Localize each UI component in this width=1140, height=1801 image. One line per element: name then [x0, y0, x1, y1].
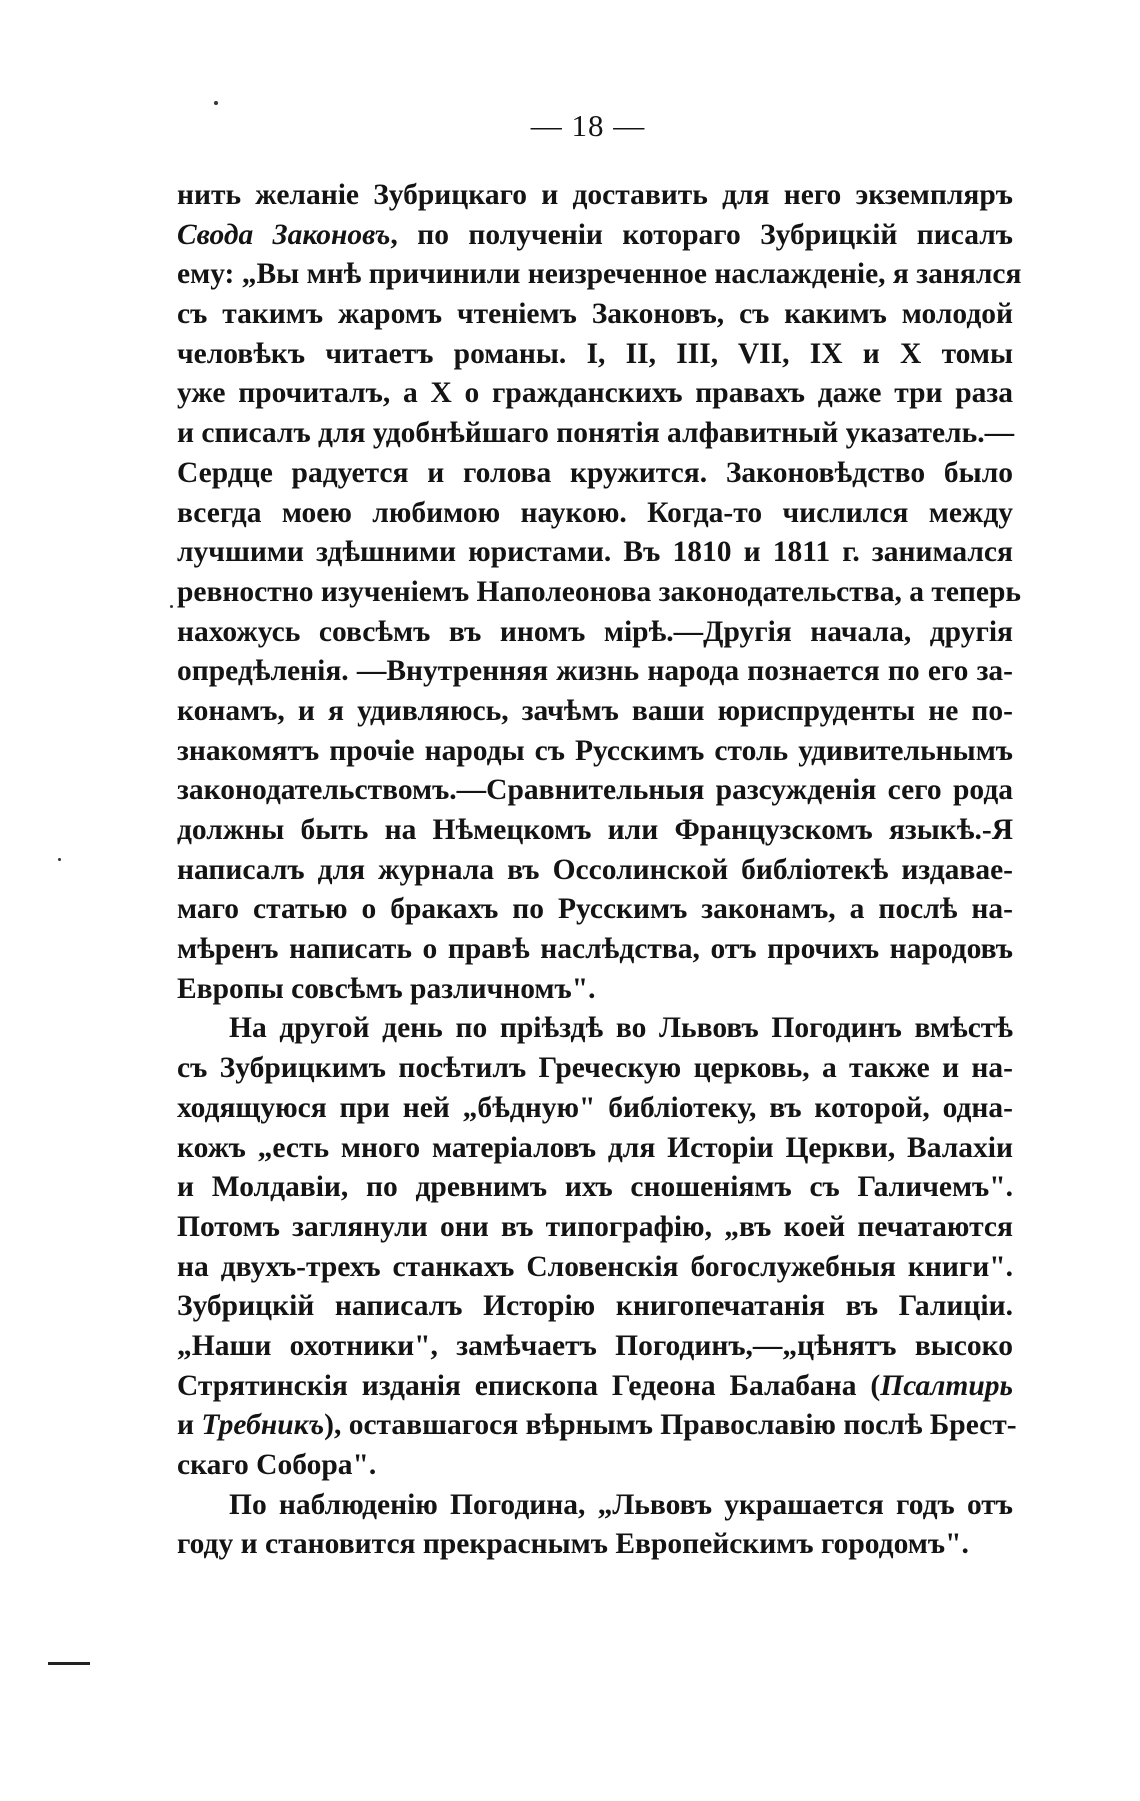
- text-line: маго статью о бракахъ по Русскимъ законамъ, а послѣ на-: [177, 893, 1013, 926]
- text-line: законодательствомъ.—Сравнительныя разсужденія сего рода: [177, 774, 1013, 807]
- text-line: должны быть на Нѣмецкомъ или Французскомъ языкѣ.-Я: [177, 814, 1013, 846]
- text-line: ревностно изученіемъ Наполеонова законодательства, а теперь: [177, 575, 1022, 608]
- ink-speck: [58, 858, 61, 861]
- paragraph-3: [177, 1486, 1013, 1565]
- text-line: скаго Собора".: [177, 1449, 377, 1481]
- text-line: съ такимъ жаромъ чтеніемъ Законовъ, съ какимъ молодой: [177, 298, 1013, 331]
- ink-speck: [214, 101, 218, 105]
- text-line: году и становится прекраснымъ Европейскимъ городомъ".: [177, 1528, 969, 1561]
- italic-title: Свода Законовъ: [177, 218, 391, 251]
- text-line: Сердце радуется и голова кружится. Законовѣдство было: [177, 456, 1013, 489]
- text-line: на двухъ-трехъ станкахъ Словенскія богослужебныя книги".: [177, 1250, 1013, 1283]
- line-text: ), оставшагося вѣрнымъ Православію послѣ Брест-: [324, 1409, 1017, 1442]
- text-line: и Молдавіи, по древнимъ ихъ сношеніямъ съ Галичемъ".: [177, 1171, 1013, 1204]
- text-line: „Наши охотники", замѣчаетъ Погодинъ,—„цѣнятъ высоко: [177, 1329, 1013, 1362]
- text-line: На другой день по пріѣздѣ во Львовъ Погодинъ вмѣстѣ: [229, 1012, 1013, 1045]
- text-line: ходящуюся при ней „бѣдную" библіотеку, въ которой, одна-: [177, 1091, 1013, 1124]
- text-line: мѣренъ написать о правѣ наслѣдства, отъ прочихъ народовъ: [177, 933, 1013, 966]
- text-line: [177, 1406, 1017, 1446]
- text-line: и списалъ для удобнѣйшаго понятія алфавитный указатель.—: [177, 417, 1015, 450]
- text-line: нахожусь совсѣмъ въ иномъ мірѣ.—Другія начала, другія: [177, 615, 1013, 648]
- text-line: опредѣленія. —Внутренняя жизнь народа познается по его за-: [177, 655, 1013, 688]
- italic-title: Псалтирь: [880, 1369, 1013, 1402]
- text-line: Европы совсѣмъ различномъ".: [177, 972, 596, 1005]
- text-line: кожъ „есть много матеріаловъ для Исторіи Церкви, Валахіи: [177, 1131, 1013, 1164]
- page-number: — 18 —: [530, 108, 646, 143]
- text-line: человѣкъ читаетъ романы. I, II, III, VII, IX и X томы: [177, 337, 1013, 370]
- text-line: уже прочиталъ, а X о гражданскихъ правахъ даже три раза: [177, 377, 1013, 410]
- text-line: [177, 216, 1013, 256]
- margin-rule-mark: [48, 1662, 90, 1665]
- paragraph-2: [177, 1009, 1017, 1485]
- italic-title: Требникъ: [201, 1409, 325, 1442]
- text-line: Зубрицкій написалъ Исторію книгопечатанія въ Галиціи.: [177, 1290, 1013, 1323]
- paragraph-1: [177, 176, 1022, 1009]
- body-text: [177, 176, 1022, 1565]
- text-line: лучшими здѣшними юристами. Въ 1810 и 1811 г. занимался: [177, 536, 1013, 569]
- text-line: Потомъ заглянули они въ типографію, „въ коей печатаются: [177, 1210, 1013, 1243]
- text-line: знакомятъ прочіе народы съ Русскимъ столь удивительнымъ: [177, 734, 1013, 767]
- ink-speck: [170, 605, 173, 608]
- text-line: съ Зубрицкимъ посѣтилъ Греческую церковь, а также и на-: [177, 1052, 1013, 1085]
- text-line: написалъ для журнала въ Оссолинской библіотекѣ издавае-: [177, 853, 1013, 886]
- text-line: ему: „Вы мнѣ причинили неизреченное наслажденіе, я занялся: [177, 258, 1022, 291]
- line-text: и: [177, 1409, 202, 1442]
- text-line: [177, 1367, 1013, 1407]
- line-text: Стрятинскія изданія епископа Гедеона Балабана (: [177, 1369, 881, 1402]
- text-line: конамъ, и я удивляюсь, зачѣмъ ваши юриспруденты не по-: [177, 694, 1013, 727]
- text-line: всегда моею любимою наукою. Когда-то числился между: [177, 496, 1013, 529]
- text-line: нить желаніе Зубрицкаго и доставить для него экземпляръ: [177, 179, 1013, 211]
- text-line: По наблюденію Погодина, „Львовъ украшается годъ отъ: [229, 1488, 1013, 1521]
- line-text: , по полученіи котораго Зубрицкій писалъ: [390, 218, 1013, 251]
